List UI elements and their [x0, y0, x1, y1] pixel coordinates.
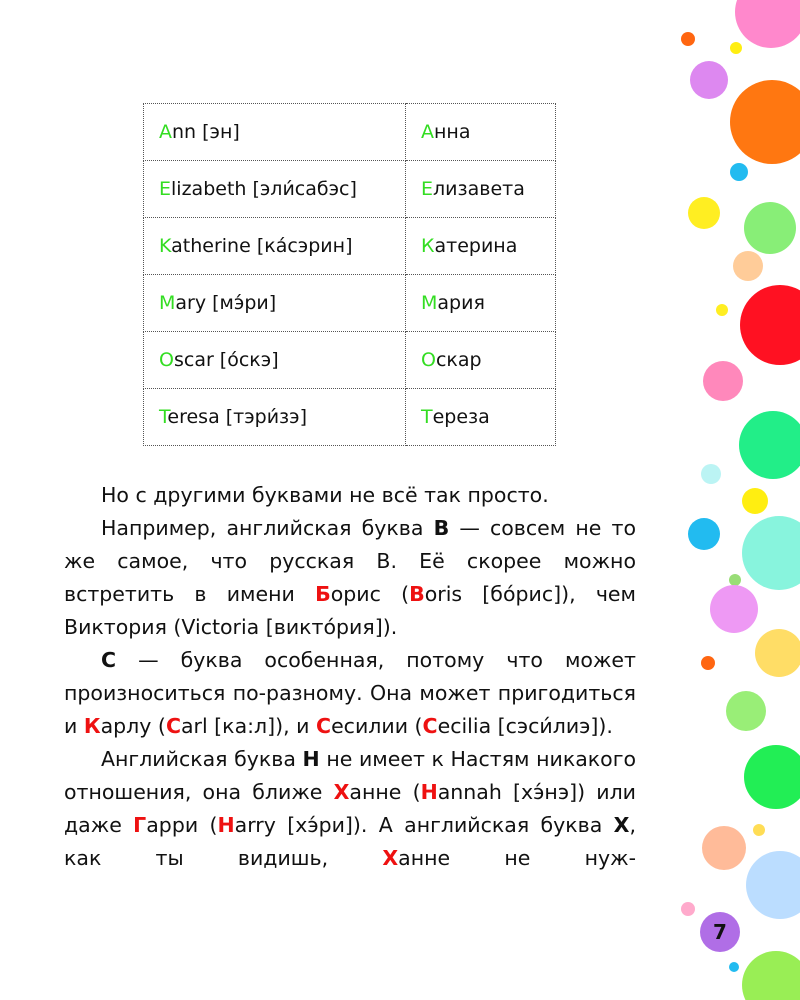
english-initial: A [159, 121, 172, 143]
table-row [144, 332, 556, 389]
highlight-letter: Г [133, 813, 147, 837]
highlight-letter: B [409, 582, 425, 606]
paragraph-4 [64, 743, 636, 875]
russian-name-cell [406, 218, 556, 275]
russian-initial: О [421, 349, 436, 371]
highlight-letter: C [165, 714, 181, 738]
paragraph-3 [64, 644, 636, 743]
english-initial: K [159, 235, 172, 257]
text-run: анне не нуж- [398, 846, 636, 870]
table-row [144, 161, 556, 218]
russian-initial: К [421, 235, 435, 257]
russian-name-rest: атерина [434, 235, 518, 257]
paragraph-2 [64, 512, 636, 644]
russian-name-cell [406, 104, 556, 161]
text-run: arry [хэ́ри]). А английская буква [234, 813, 614, 837]
highlight-letter: C [422, 714, 438, 738]
english-initial: O [159, 349, 174, 371]
text-run: — буква особенная, потому что может произноситься по-разному. Она может пригодиться и [64, 648, 636, 738]
letter-x-bold: X [613, 813, 630, 837]
english-initial: E [159, 178, 172, 200]
text-run: не имеет к Настям никакого отношения, она ближе [64, 747, 637, 804]
text-run: есилии ( [331, 714, 423, 738]
russian-initial: Т [421, 406, 433, 428]
paragraph-1: Но с другими буквами не всё так просто. [101, 483, 549, 507]
english-name-rest: nn [эн] [172, 121, 240, 143]
highlight-letter: H [217, 813, 235, 837]
english-name-cell [144, 104, 406, 161]
english-name-cell [144, 389, 406, 446]
english-name-cell [144, 275, 406, 332]
russian-name-cell [406, 161, 556, 218]
text-run: oris [бо́рис]), чем Виктория (Victoria [викто́рия]). [64, 582, 637, 639]
russian-name-cell [406, 275, 556, 332]
english-name-cell [144, 218, 406, 275]
highlight-letter: К [83, 714, 101, 738]
table-row [144, 218, 556, 275]
text-run: arl [ка:л]), и [180, 714, 317, 738]
table-row [144, 275, 556, 332]
english-name-rest: lizabeth [эли́сабэс] [171, 178, 357, 200]
russian-initial: А [421, 121, 434, 143]
text-run: арлу ( [100, 714, 166, 738]
text-run: анне ( [349, 780, 421, 804]
russian-name-rest: лизавета [433, 178, 525, 200]
text-run: , как ты видишь, [64, 813, 636, 870]
english-name-rest: scar [о́скэ] [173, 349, 279, 371]
page-number: 7 [700, 912, 740, 952]
text-run: annah [хэ́нэ]) или даже [64, 780, 636, 837]
russian-name-rest: нна [434, 121, 471, 143]
russian-initial: М [421, 292, 438, 314]
highlight-letter: Х [333, 780, 350, 804]
english-name-rest: eresa [тэри́зэ] [167, 406, 308, 428]
russian-name-rest: ереза [432, 406, 490, 428]
letter-c-bold: C [101, 648, 117, 672]
text-run: арри ( [146, 813, 218, 837]
highlight-letter: С [316, 714, 332, 738]
text-run: — совсем не то же самое, что русская В. Её скорее можно встретить в имени [64, 516, 636, 606]
text-run: Английская буква [101, 747, 303, 771]
russian-name-cell [406, 332, 556, 389]
russian-name-rest: скар [435, 349, 482, 371]
highlight-letter: Х [382, 846, 399, 870]
text-run: орис ( [330, 582, 410, 606]
russian-name-rest: ария [437, 292, 485, 314]
english-name-rest: atherine [ка́сэрин] [171, 235, 353, 257]
russian-initial: Е [421, 178, 434, 200]
english-name-rest: ary [мэ́ри] [175, 292, 277, 314]
text-run: Например, английская буква [101, 516, 434, 540]
highlight-letter: H [420, 780, 438, 804]
letter-b-bold: B [433, 516, 450, 540]
english-initial: T [159, 406, 168, 428]
highlight-letter: Б [315, 582, 331, 606]
english-name-cell [144, 332, 406, 389]
table-row [144, 389, 556, 446]
body-text [64, 479, 636, 875]
table-row [144, 104, 556, 161]
text-run: ecilia [сэси́лиэ]). [437, 714, 613, 738]
russian-name-cell [406, 389, 556, 446]
names-table [143, 103, 556, 446]
english-initial: M [159, 292, 176, 314]
letter-h-bold: H [302, 747, 320, 771]
english-name-cell [144, 161, 406, 218]
